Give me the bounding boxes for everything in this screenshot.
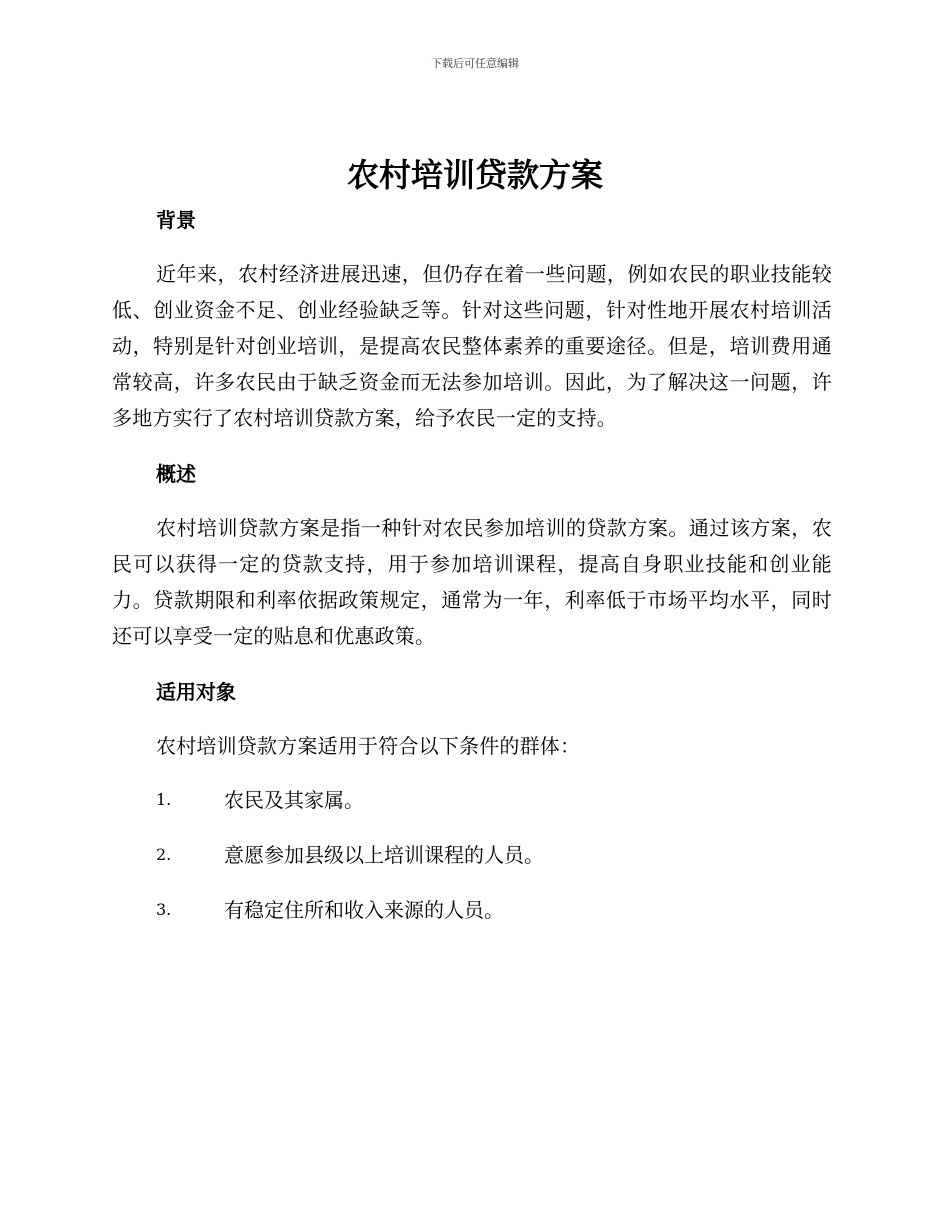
section-heading: 背景: [156, 208, 196, 232]
list-text: 农民及其家属。: [224, 788, 364, 812]
list-text: 有稳定住所和收入来源的人员。: [224, 898, 504, 922]
list-item: [112, 892, 832, 928]
eligibility-list: [112, 782, 832, 928]
section-overview: [112, 456, 832, 654]
header-note: 下载后可任意编辑: [431, 57, 519, 70]
document-title: 农村培训贷款方案: [346, 156, 603, 194]
list-number: 1.: [156, 790, 172, 809]
paragraph: 农村培训贷款方案是指一种针对农民参加培训的贷款方案。通过该方案，农民可以获得一定的贷款支持，用于参加培训课程，提高自身职业技能和创业能力。贷款期限和利率依据政策规定，通常为一年，利率低于市场平均水平，同时还可以享受一定的贴息和优惠政策。: [112, 516, 832, 648]
list-number: 3.: [156, 900, 172, 919]
list-number: 2.: [156, 845, 172, 864]
list-text: 意愿参加县级以上培训课程的人员。: [224, 843, 544, 867]
document-body: [112, 202, 832, 947]
section-eligibility: [112, 674, 832, 928]
paragraph: 农村培训贷款方案适用于符合以下条件的群体：: [156, 734, 581, 758]
paragraph: 近年来，农村经济进展迅速，但仍存在着一些问题，例如农民的职业技能较低、创业资金不足、创业经验缺乏等。针对这些问题，针对性地开展农村培训活动，特别是针对创业培训，是提高农民整体素养的重要途径。但是，培训费用通常较高，许多农民由于缺乏资金而无法参加培训。因此，为了解决这一问题，许多地方实行了农村培训贷款方案，给予农民一定的支持。: [112, 262, 832, 430]
list-item: [112, 782, 832, 818]
section-heading: 概述: [156, 462, 196, 486]
list-item: [112, 837, 832, 873]
section-background: [112, 202, 832, 436]
section-heading: 适用对象: [156, 680, 236, 704]
